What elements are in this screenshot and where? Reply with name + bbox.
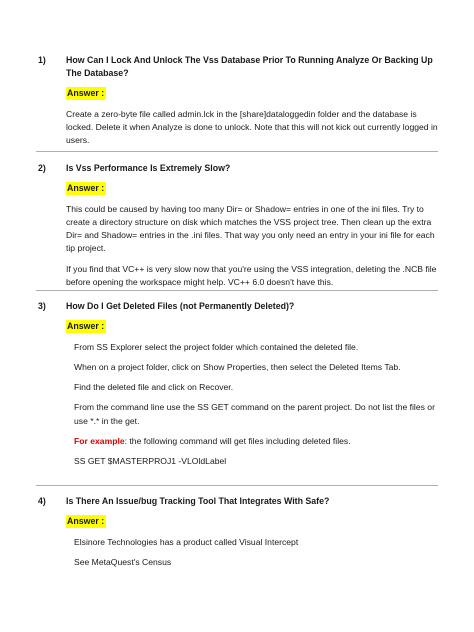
question-text: Is Vss Performance Is Extremely Slow? bbox=[66, 163, 231, 173]
answer-label-row bbox=[36, 182, 438, 195]
faq-section-2 bbox=[36, 162, 438, 289]
section-divider bbox=[36, 290, 438, 291]
answer-label: Answer : bbox=[67, 88, 105, 99]
question-text: How Do I Get Deleted Files (not Permanently Deleted)? bbox=[66, 301, 295, 311]
question-heading bbox=[36, 495, 438, 508]
faq-section-1 bbox=[36, 54, 438, 148]
example-label: For example bbox=[74, 436, 125, 447]
answer-label: Answer : bbox=[67, 183, 105, 194]
faq-section-4 bbox=[36, 495, 438, 569]
section-divider bbox=[36, 151, 438, 152]
answer-paragraph: Elsinore Technologies has a product called Visual Intercept bbox=[74, 536, 299, 547]
question-number: 2) bbox=[38, 163, 46, 173]
example-text: : the following command will get files including deleted files. bbox=[124, 436, 351, 447]
question-text: How Can I Lock And Unlock The Vss Database Prior To Running Analyze Or Backing Up The Database? bbox=[66, 55, 433, 79]
question-heading bbox=[36, 300, 438, 313]
answer-paragraph: Create a zero-byte file called admin.lck in the [share]dataloggedin folder and the database is locked. Delete it when Analyze is done to unlock. Note that this will not kick out currently logged in users. bbox=[66, 108, 438, 146]
answer-label-row bbox=[36, 320, 438, 333]
question-text: Is There An Issue/bug Tracking Tool That Integrates With Safe? bbox=[66, 496, 330, 506]
answer-paragraph: This could be caused by having too many Dir= or Shadow= entries in one of the ini files. Try to create a directory structure on disk which matches the VSS project tree. Then clean up the extra Dir= and Shadow= entries in the .ini files. That way you only need an entry in your ini file for each tip project. bbox=[66, 203, 435, 254]
answer-paragraph: Find the deleted file and click on Recover. bbox=[74, 382, 234, 393]
answer-paragraph: From the command line use the SS GET command on the parent project. Do not list the files or use *.* in the get. bbox=[74, 402, 435, 426]
faq-section-3 bbox=[36, 300, 438, 469]
command-line: SS GET $MASTERPROJ1 -VLOldLabel bbox=[74, 456, 227, 467]
answer-paragraph: When on a project folder, click on Show Properties, then select the Deleted Items Tab. bbox=[74, 361, 401, 372]
question-number: 4) bbox=[38, 496, 46, 506]
answer-label-row bbox=[36, 515, 438, 528]
question-number: 3) bbox=[38, 301, 46, 311]
question-heading bbox=[36, 54, 438, 80]
answer-paragraph: See MetaQuest's Census bbox=[74, 556, 172, 567]
question-number: 1) bbox=[38, 55, 46, 65]
answer-paragraph: From SS Explorer select the project folder which contained the deleted file. bbox=[74, 341, 359, 352]
answer-label-row bbox=[36, 87, 438, 100]
answer-label: Answer : bbox=[67, 321, 105, 332]
answer-label: Answer : bbox=[67, 516, 105, 527]
question-heading bbox=[36, 162, 438, 175]
example-paragraph bbox=[36, 435, 438, 448]
answer-paragraph: If you find that VC++ is very slow now that you're using the VSS integration, deleting the .NCB file before opening the workspace might help. VC++ 6.0 doesn't have this. bbox=[66, 263, 437, 288]
section-divider bbox=[36, 485, 438, 486]
